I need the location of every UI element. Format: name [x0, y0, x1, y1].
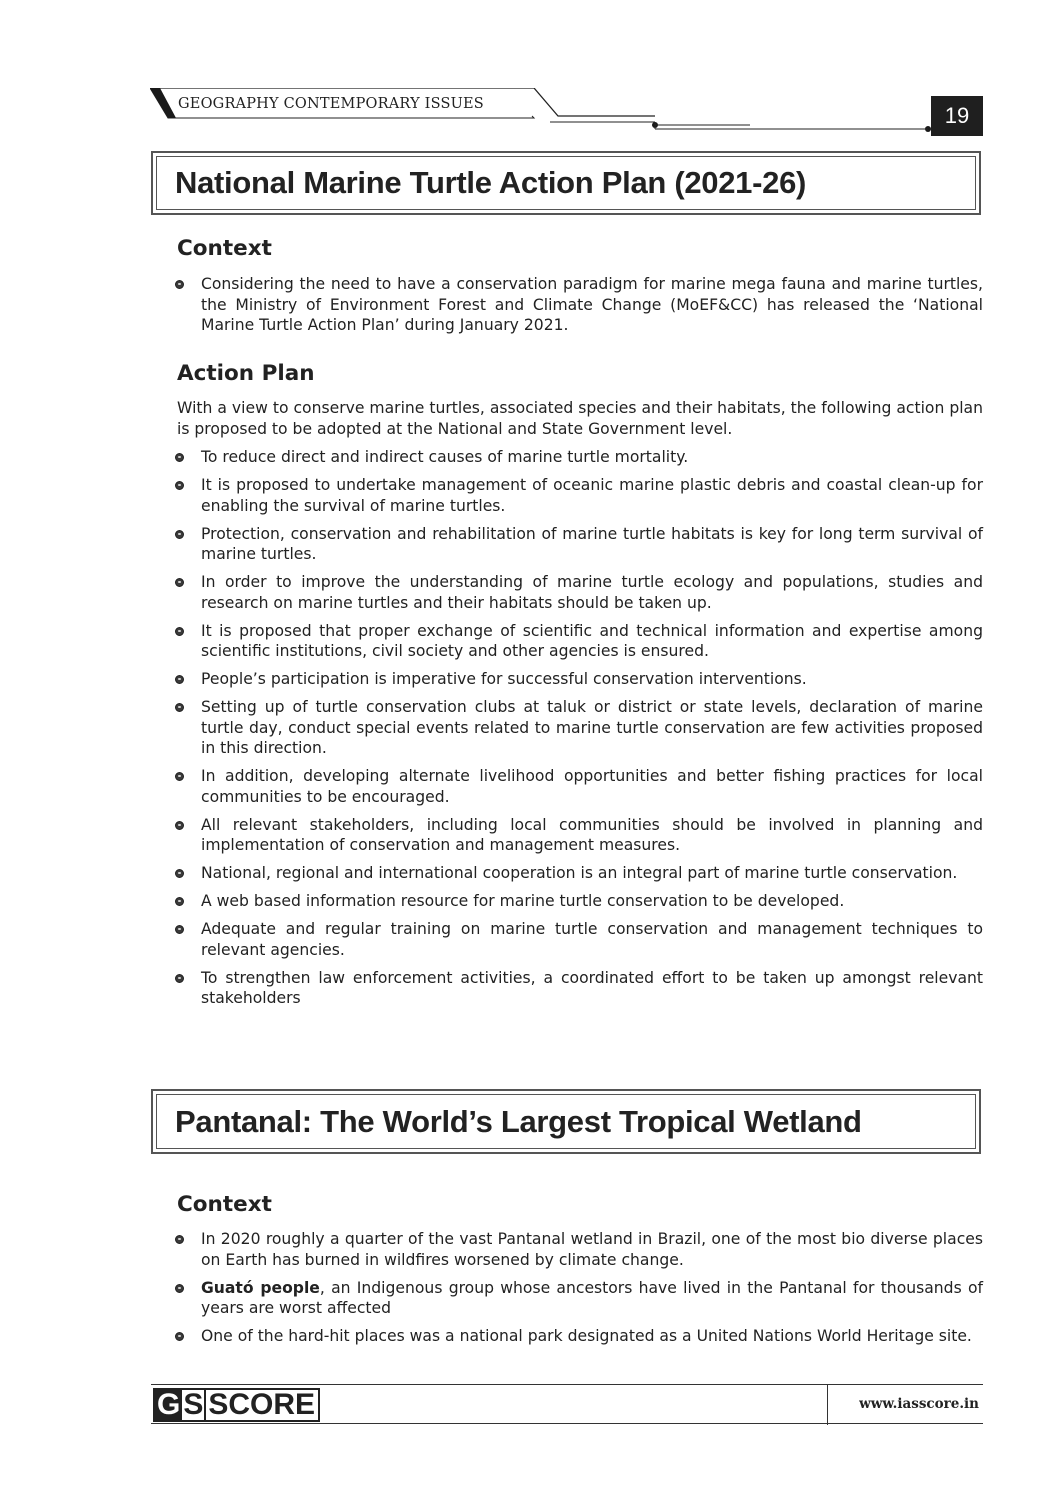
- list-item: [175, 572, 983, 613]
- bullet-text: To reduce direct and indirect causes of marine turtle mortality.: [201, 448, 689, 466]
- list-item: [175, 1326, 983, 1347]
- article2-context-list: [175, 1229, 983, 1354]
- bullet-text: Adequate and regular training on marine turtle conservation and management techniques to relevant agencies.: [201, 920, 983, 959]
- list-item: [175, 621, 983, 662]
- page-number: 19: [931, 96, 983, 136]
- bullet-icon: [175, 1284, 184, 1293]
- article1-context-heading: Context: [177, 236, 272, 261]
- bullet-icon: [175, 772, 184, 781]
- list-item: [175, 891, 983, 912]
- logo-letter-g: G: [157, 1388, 181, 1421]
- bullet-icon: [175, 481, 184, 490]
- list-item: [175, 863, 983, 884]
- article2-title: Pantanal: The World’s Largest Tropical Wetland: [175, 1103, 862, 1139]
- bullet-bold-term: Guató people: [201, 1278, 320, 1297]
- bullet-text: All relevant stakeholders, including local communities should be involved in planning and implementation of conservation and management measures.: [201, 815, 983, 854]
- bullet-text: One of the hard-hit places was a national park designated as a United Nations World Heritage site.: [201, 1327, 972, 1345]
- list-item: [175, 274, 983, 336]
- bullet-text: Protection, conservation and rehabilitation of marine turtle habitats is key for long term survival of marine turtles.: [201, 524, 983, 563]
- running-header: [150, 88, 985, 136]
- list-item: [175, 1278, 983, 1319]
- footer-divider: [827, 1385, 828, 1425]
- bullet-icon: [175, 1235, 184, 1244]
- bullet-icon: [175, 821, 184, 830]
- article1-title-frame: [156, 156, 976, 210]
- article1-action-heading: Action Plan: [177, 361, 315, 386]
- list-item: [175, 697, 983, 759]
- bullet-icon: [175, 453, 184, 462]
- list-item: [175, 669, 983, 690]
- bullet-icon: [175, 974, 184, 983]
- list-item: [175, 766, 983, 807]
- bullet-icon: [175, 1332, 184, 1341]
- gs-score-logo: [153, 1388, 320, 1422]
- header-section-title: GEOGRAPHY CONTEMPORARY ISSUES: [178, 96, 484, 112]
- bullet-text: A web based information resource for marine turtle conservation to be developed.: [201, 892, 845, 910]
- article1-action-list: [175, 447, 983, 1016]
- bullet-icon: [175, 530, 184, 539]
- article2-title-frame: [156, 1094, 976, 1149]
- article1-action-intro: With a view to conserve marine turtles, associated species and their habitats, the following action plan is proposed to be adopted at the National and State Government level.: [177, 399, 983, 438]
- bullet-icon: [175, 925, 184, 934]
- bullet-text: , an Indigenous group whose ancestors have lived in the Pantanal for thousands of years are worst affected: [201, 1278, 983, 1317]
- list-item: [175, 919, 983, 960]
- article1-title: National Marine Turtle Action Plan (2021-26): [175, 165, 807, 200]
- bullet-text: It is proposed to undertake management of oceanic marine plastic debris and coastal clean-up for enabling the survival of marine turtles.: [201, 476, 983, 515]
- list-item: [175, 447, 983, 468]
- bullet-text: People’s participation is imperative for successful conservation interventions.: [201, 670, 807, 688]
- article2-title-box: [151, 1089, 981, 1154]
- bullet-icon: [175, 627, 184, 636]
- bullet-text: To strengthen law enforcement activities, a coordinated effort to be taken up amongst relevant stakeholders: [201, 968, 983, 1007]
- list-item: [175, 968, 983, 1009]
- logo-gs-block: [155, 1390, 206, 1420]
- bullet-text: National, regional and international cooperation is an integral part of marine turtle conservation.: [201, 864, 958, 882]
- article1-context-list: [175, 274, 983, 343]
- page-footer: [151, 1384, 983, 1424]
- list-item: [175, 815, 983, 856]
- bullet-text: In order to improve the understanding of marine turtle ecology and populations, studies and research on marine turtles and their habitats should be taken up.: [201, 573, 983, 612]
- bullet-icon: [175, 703, 184, 712]
- bullet-text: It is proposed that proper exchange of scientific and technical information and expertise among scientific institutions, civil society and other agencies is ensured.: [201, 621, 983, 660]
- list-item: [175, 1229, 983, 1270]
- list-item: [175, 475, 983, 516]
- logo-letter-s: S: [183, 1388, 204, 1421]
- bullet-text: Considering the need to have a conservation paradigm for marine mega fauna and marine turtles, the Ministry of Environment Forest and Climate Change (MoEF&CC) has released the ‘National Marine Turtle Action Plan’ during January 2021.: [201, 275, 983, 334]
- bullet-text: In 2020 roughly a quarter of the vast Pantanal wetland in Brazil, one of the most bio diverse places on Earth has burned in wildfires worsened by climate change.: [201, 1230, 983, 1269]
- article1-title-box: [151, 151, 981, 215]
- bullet-text: Setting up of turtle conservation clubs at taluk or district or state levels, declaration of marine turtle day, conduct special events related to marine turtle conservation are few activities proposed in this direction.: [201, 698, 983, 757]
- article2-context-heading: Context: [177, 1192, 272, 1217]
- bullet-text: In addition, developing alternate livelihood opportunities and better fishing practices for local communities to be encouraged.: [201, 767, 983, 806]
- bullet-icon: [175, 869, 184, 878]
- bullet-icon: [175, 675, 184, 684]
- bullet-icon: [175, 280, 184, 289]
- bullet-icon: [175, 578, 184, 587]
- bullet-icon: [175, 897, 184, 906]
- logo-score-text: SCORE: [206, 1390, 318, 1420]
- footer-url-link[interactable]: www.iasscore.in: [859, 1396, 979, 1412]
- list-item: [175, 524, 983, 565]
